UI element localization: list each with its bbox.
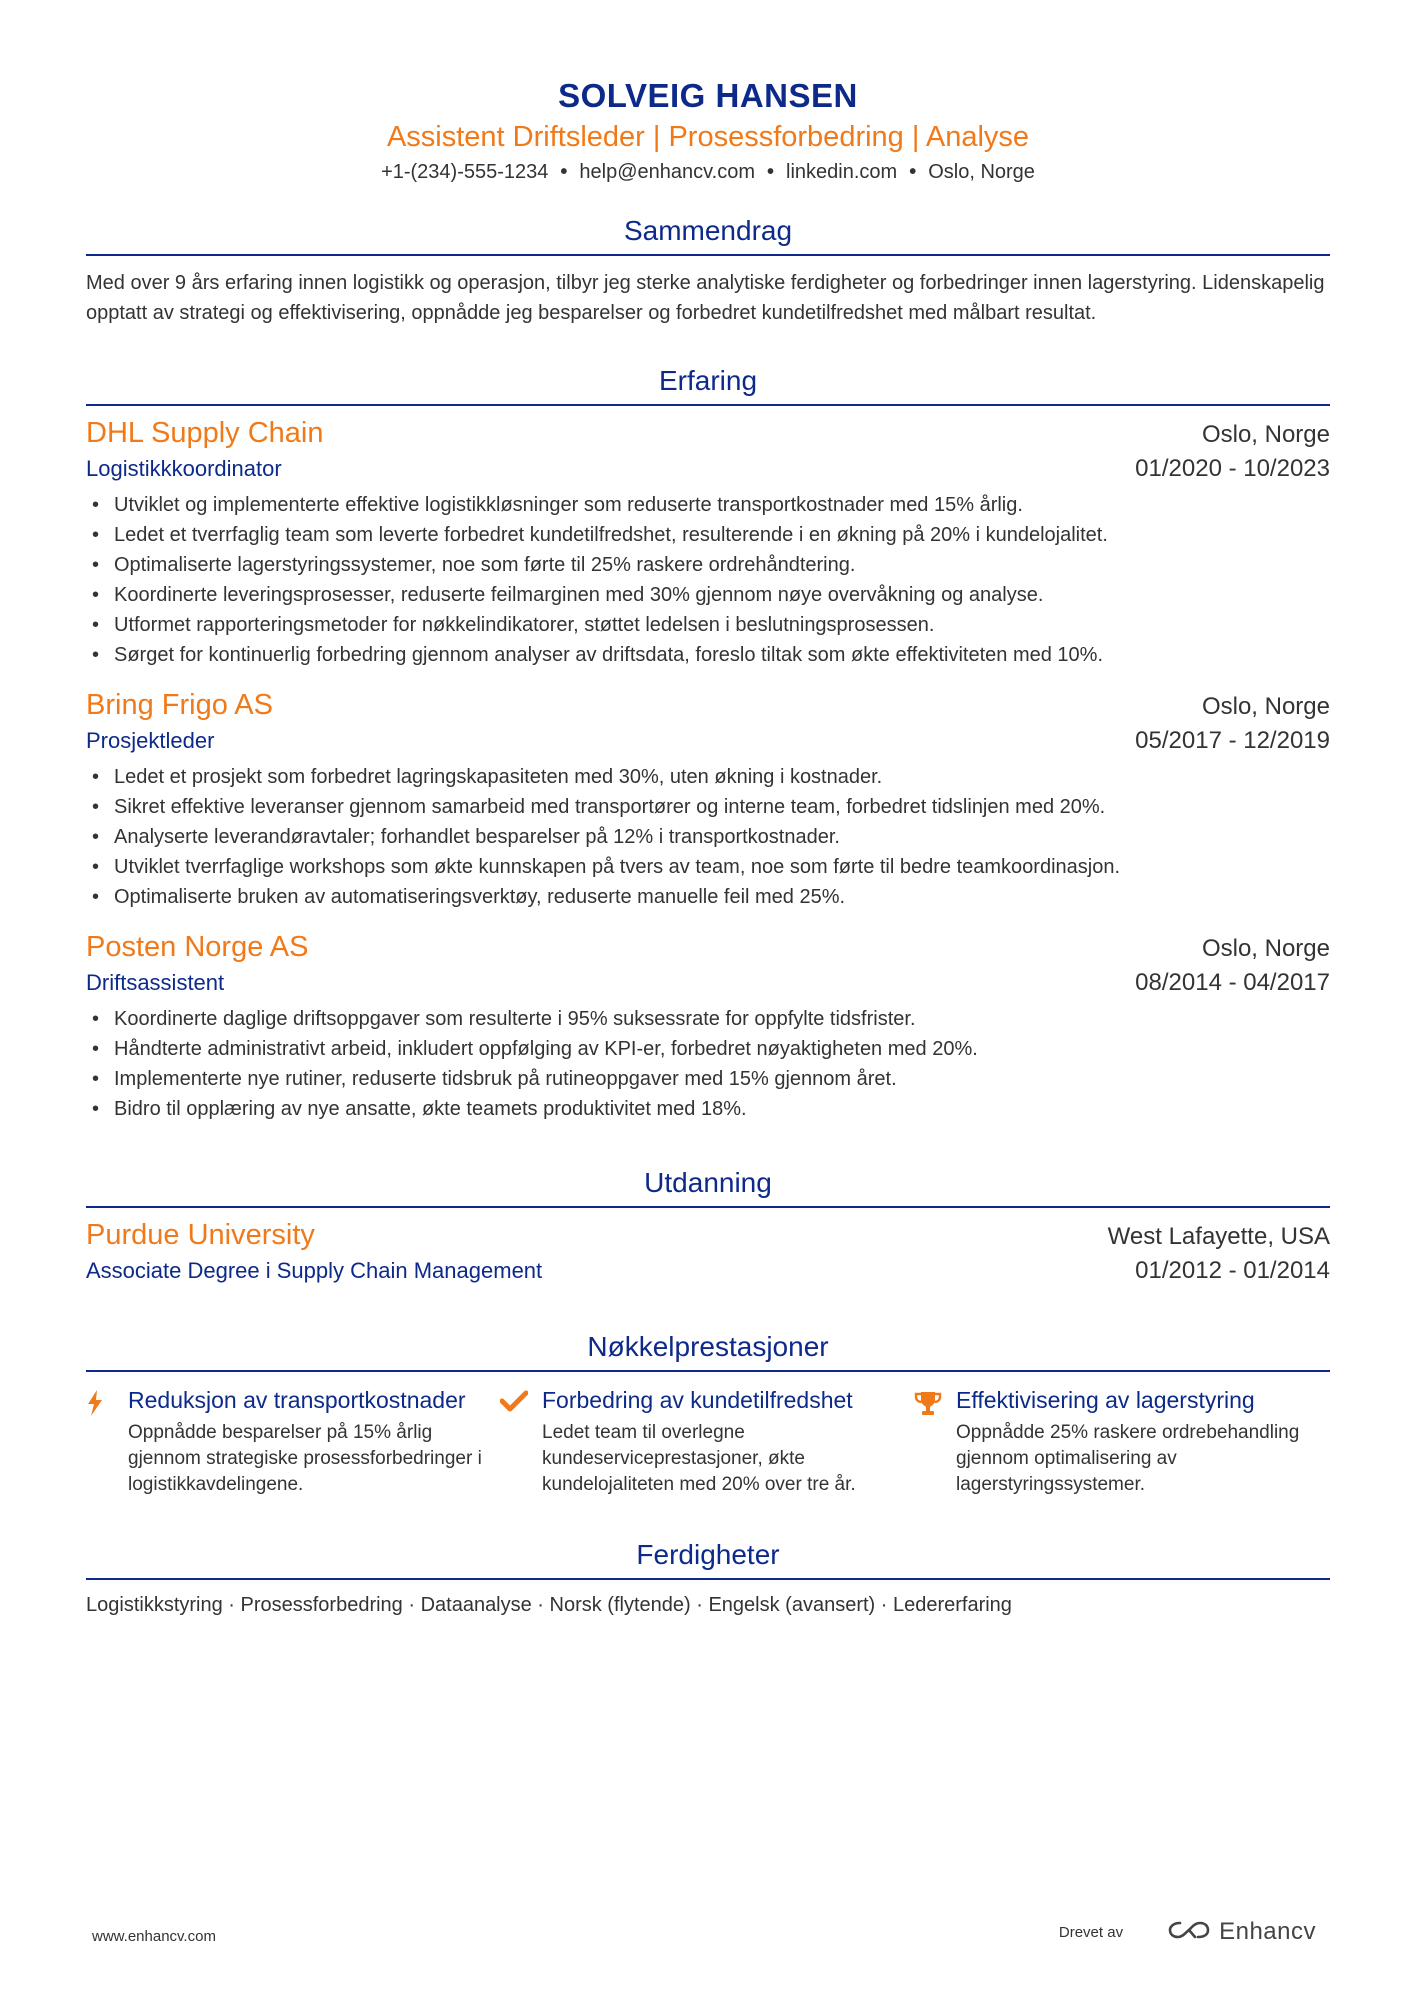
job-bullets [86, 1004, 1330, 1124]
company-name: Bring Frigo AS [86, 689, 273, 721]
achievement-item [914, 1386, 1328, 1498]
achievement-item [86, 1386, 500, 1498]
bullet-item: • Bidro til opplæring av nye ansatte, økte teamets produktivitet med 18%. [114, 1094, 1330, 1124]
achievements-section [86, 1328, 1330, 1498]
achievement-body [128, 1386, 488, 1498]
trophy-icon [914, 1386, 956, 1498]
bullet-item: • Optimaliserte bruken av automatiseringsverktøy, reduserte manuelle feil med 25%. [114, 882, 1330, 912]
section-heading-summary: Sammendrag [86, 212, 1330, 256]
footer-branding [1059, 1918, 1316, 1946]
job-entry [86, 414, 1330, 670]
enhancv-logo-icon [1167, 1919, 1211, 1945]
job-location: Oslo, Norge [1201, 693, 1330, 720]
company-name: Posten Norge AS [86, 931, 309, 963]
achievement-description: Oppnådde 25% raskere ordrebehandling gjennom optimalisering av lagerstyringssystemer. [956, 1422, 1300, 1495]
footer-website-link[interactable]: www.enhancv.com [92, 1928, 216, 1945]
resume-header [86, 0, 1330, 186]
email-link[interactable]: help@enhancv.com [579, 161, 756, 183]
bullet-item: • Ledet et prosjekt som forbedret lagringskapasiteten med 30%, uten økning i kostnader. [114, 762, 1330, 792]
bullet-item: • Analyserte leverandøravtaler; forhandlet besparelser på 12% i transportkostnader. [114, 822, 1330, 852]
bullet-item: • Implementerte nye rutiner, reduserte tidsbruk på rutineoppgaver med 15% gjennom året. [114, 1064, 1330, 1094]
job-role-row [86, 452, 1330, 486]
school-location: West Lafayette, USA [1107, 1223, 1330, 1250]
job-role: Prosjektleder [86, 728, 215, 753]
job-location: Oslo, Norge [1201, 935, 1330, 962]
education-header-row [86, 1216, 1330, 1254]
job-header-row [86, 928, 1330, 966]
summary-text: Med over 9 års erfaring innen logistikk og operasjon, tilbyr jeg sterke analytiske ferdigheter og forbedringer innen lagerstyring. Lidenskapelig opptatt av strategi og effektivisering, oppnådde jeg besparelser og forbedret kundetilfredshet med målbart resultat. [86, 272, 1325, 324]
summary-section [86, 212, 1330, 328]
bullet-item: • Koordinerte leveringsprosesser, reduserte feilmarginen med 30% gjennom nøye overvåkning og analyse. [114, 580, 1330, 610]
degree-name: Associate Degree i Supply Chain Management [86, 1258, 543, 1283]
achievement-title: Reduksjon av transportkostnader [128, 1387, 466, 1413]
experience-section [86, 362, 1330, 1124]
checkmark-icon [500, 1386, 542, 1498]
job-role: Driftsassistent [86, 970, 225, 995]
separator-dot: • [767, 161, 775, 183]
education-dates: 01/2012 - 01/2014 [1135, 1257, 1330, 1284]
powered-by-label: Drevet av [1058, 1923, 1124, 1941]
education-degree-row [86, 1254, 1330, 1288]
section-heading-experience: Erfaring [86, 362, 1330, 406]
brand-name: Enhancv [1219, 1918, 1316, 1945]
company-name: DHL Supply Chain [86, 417, 324, 449]
bullet-item: • Utviklet og implementerte effektive logistikkløsninger som reduserte transportkostnader med 15% årlig. [114, 490, 1330, 520]
skills-section [86, 1536, 1330, 1620]
location-text: Oslo, Norge [928, 161, 1035, 183]
bullet-item: • Sikret effektive leveranser gjennom samarbeid med transportører og interne team, forbedret tidslinjen med 20%. [114, 792, 1330, 822]
candidate-title: Assistent Driftsleder | Prosessforbedring | Analyse [386, 121, 1030, 153]
job-header-row [86, 414, 1330, 452]
job-location: Oslo, Norge [1201, 421, 1330, 448]
achievement-body [542, 1386, 902, 1498]
lightning-icon [86, 1386, 128, 1498]
section-heading-skills: Ferdigheter [86, 1536, 1330, 1580]
job-dates: 05/2017 - 12/2019 [1135, 727, 1330, 754]
bullet-item: • Optimaliserte lagerstyringssystemer, noe som førte til 25% raskere ordrehåndtering. [114, 550, 1330, 580]
section-heading-achievements: Nøkkelprestasjoner [86, 1328, 1330, 1372]
achievements-list [86, 1386, 1330, 1498]
job-role: Logistikkkoordinator [86, 456, 282, 481]
achievement-title: Effektivisering av lagerstyring [956, 1387, 1255, 1413]
job-role-row [86, 966, 1330, 1000]
achievement-description: Ledet team til overlegne kundeserviceprestasjoner, økte kundelojaliteten med 20% over tre år. [542, 1422, 856, 1495]
job-dates: 01/2020 - 10/2023 [1135, 455, 1330, 482]
job-entry [86, 686, 1330, 912]
phone-text: +1-(234)-555-1234 [381, 161, 549, 183]
separator-dot: • [909, 161, 917, 183]
contact-line [86, 158, 1330, 186]
job-bullets [86, 762, 1330, 912]
achievement-item [500, 1386, 914, 1498]
page-footer [92, 1918, 1316, 1958]
achievement-description: Oppnådde besparelser på 15% årlig gjennom strategiske prosessforbedringer i logistikkavdelingene. [128, 1422, 482, 1495]
bullet-item: • Ledet et tverrfaglig team som leverte forbedret kundetilfredshet, resulterende i en økning på 20% i kundelojalitet. [114, 520, 1330, 550]
bullet-item: • Koordinerte daglige driftsoppgaver som resulterte i 95% suksessrate for oppfylte tidsfrister. [114, 1004, 1330, 1034]
achievement-body [956, 1386, 1316, 1498]
education-section [86, 1164, 1330, 1288]
bullet-item: • Utviklet tverrfaglige workshops som økte kunnskapen på tvers av team, noe som førte til bedre teamkoordinasjon. [114, 852, 1330, 882]
section-heading-education: Utdanning [86, 1164, 1330, 1208]
bullet-item: • Sørget for kontinuerlig forbedring gjennom analyser av driftsdata, foreslo tiltak som økte effektiviteten med 10%. [114, 640, 1330, 670]
job-header-row [86, 686, 1330, 724]
job-dates: 08/2014 - 04/2017 [1135, 969, 1330, 996]
job-entry [86, 928, 1330, 1124]
bullet-item: • Håndterte administrativt arbeid, inkludert oppfølging av KPI-er, forbedret nøyaktigheten med 20%. [114, 1034, 1330, 1064]
bullet-item: • Utformet rapporteringsmetoder for nøkkelindikatorer, støttet ledelsen i beslutningsprosessen. [114, 610, 1330, 640]
achievement-title: Forbedring av kundetilfredshet [542, 1387, 853, 1413]
job-role-row [86, 724, 1330, 758]
linkedin-link[interactable]: linkedin.com [786, 161, 898, 183]
skills-text: Logistikkstyring · Prosessforbedring · Dataanalyse · Norsk (flytende) · Engelsk (avansert) · Ledererfaring [86, 1594, 1012, 1616]
resume-page [86, 0, 1330, 1620]
education-entry [86, 1216, 1330, 1288]
job-bullets [86, 490, 1330, 670]
candidate-name: SOLVEIG HANSEN [558, 77, 858, 114]
separator-dot: • [560, 161, 568, 183]
school-name: Purdue University [86, 1219, 315, 1251]
